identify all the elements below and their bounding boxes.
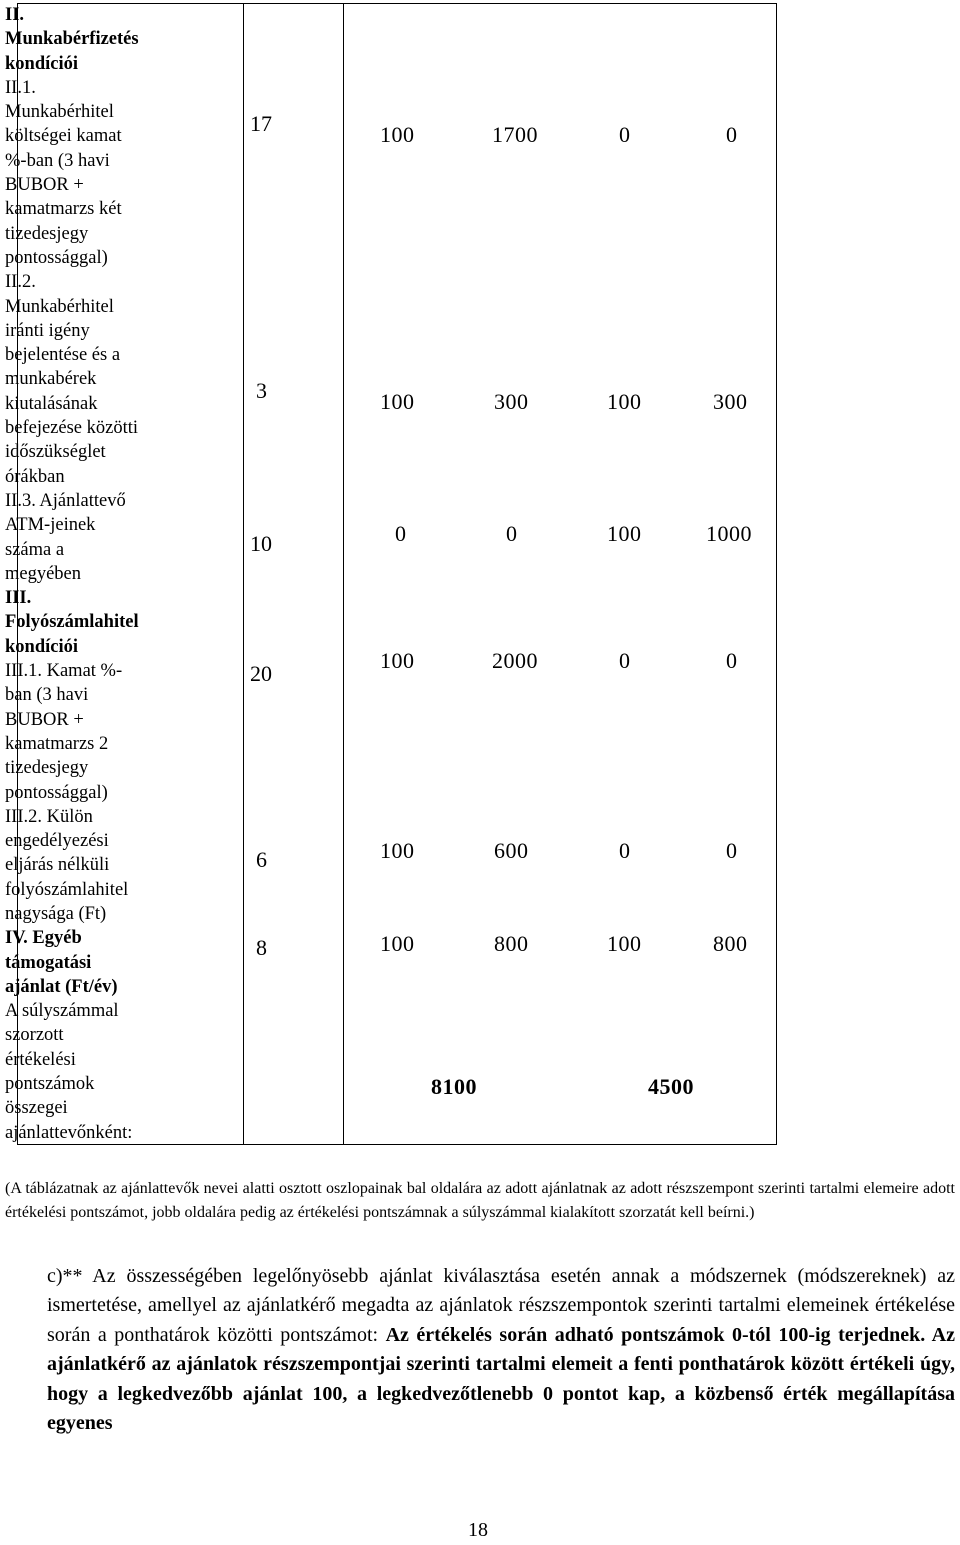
criteria-line: II.3. Ajánlattevő (5, 490, 126, 511)
criteria-line: órákban (5, 466, 65, 487)
score-cell: 0 (619, 838, 631, 863)
column-divider (243, 4, 244, 1144)
weight-cell: 20 (250, 661, 272, 686)
score-cell: 0 (395, 521, 407, 546)
criteria-line: értékelési (5, 1049, 76, 1070)
criteria-line: iránti igény (5, 320, 90, 341)
total-score: 8100 (431, 1074, 477, 1099)
score-cell: 0 (619, 648, 631, 673)
page-number: 18 (468, 1519, 488, 1541)
criteria-line: száma a (5, 539, 65, 560)
criteria-line: IV. Egyéb (5, 928, 82, 949)
criteria-line: folyószámlahitel (5, 879, 129, 900)
score-cell: 100 (380, 389, 415, 414)
table-note: (A táblázatnak az ajánlattevők nevei alatti osztott oszlopainak bal oldalára az adott ajánlatnak az adott részszempont szerinti tartalmi elemeire adott értékelési pontszámot, jobb oldalára pedig az értékelési pontszámnak a súlyszámmal kialakított szorzatát kell beírni.) (5, 1180, 955, 1221)
criteria-line: ajánlattevőnként: (5, 1122, 133, 1143)
score-cell: 800 (494, 931, 529, 956)
criteria-line: BUBOR + (5, 175, 84, 196)
criteria-line: engedélyezési (5, 831, 109, 852)
method-paragraph (47, 1262, 955, 1438)
criteria-line: kondíciói (5, 53, 78, 74)
score-cell: 2000 (492, 648, 538, 673)
criteria-line: kiutalásának (5, 393, 98, 414)
score-cell: 300 (713, 389, 748, 414)
score-cell: 1000 (706, 521, 752, 546)
criteria-line: Munkabérhitel (5, 296, 114, 317)
criteria-line: II.1. (5, 77, 36, 98)
criteria-line: munkabérek (5, 369, 97, 390)
criteria-line: pontszámok (5, 1074, 95, 1095)
criteria-line: II.2. (5, 272, 36, 293)
criteria-line: BUBOR + (5, 709, 84, 730)
weight-cell: 17 (250, 111, 272, 136)
criteria-line: befejezése közötti (5, 418, 139, 439)
paragraph-bold-text: Az értékelés során adható pontszámok 0-tól 100-ig terjednek. Az ajánlatkérő az ajánlatok részszempontjai szerinti tartalmi elemeit a fenti ponthatárok között értékeli úgy, hogy a legkedvezőbb ajánlat 100, a legkedvezőtlenebb 0 pontot kap, a közbenső érték megállapítása egyenes (47, 1323, 956, 1435)
paragraph-text: c)** Az összességében legelőnyösebb ajánlat kiválasztása esetén annak a módszernek (módszereknek) az ismertetése, amellyel az ajánlatkérő megadta az ajánlatok részszempontok szerinti tartalmi elemeinek értékelése során a ponthatárok közötti pontszámot: (47, 1265, 955, 1346)
score-cell: 100 (607, 389, 642, 414)
criteria-line: szorzott (5, 1025, 64, 1046)
weight-cell: 6 (256, 847, 267, 872)
score-cell: 800 (713, 931, 748, 956)
total-score: 4500 (648, 1074, 694, 1099)
criteria-line: kamatmarzs 2 (5, 733, 109, 754)
criteria-line: Folyószámlahitel (5, 612, 139, 633)
criteria-line: ban (3 havi (5, 685, 89, 706)
criteria-line: ATM-jeinek (5, 515, 96, 536)
score-cell: 100 (380, 838, 415, 863)
criteria-line: eljárás nélküli (5, 855, 110, 876)
score-cell: 0 (726, 648, 738, 673)
score-cell: 300 (494, 389, 529, 414)
criteria-line: III.1. Kamat %- (5, 661, 123, 682)
criteria-line: bejelentése és a (5, 345, 121, 366)
criteria-line: II. (5, 5, 25, 25)
weight-cell: 8 (256, 935, 267, 960)
score-cell: 0 (619, 122, 631, 147)
score-cell: 1700 (492, 122, 538, 147)
weight-cell: 3 (256, 378, 267, 403)
criteria-line: ajánlat (Ft/év) (5, 976, 118, 997)
criteria-line: Munkabérfizetés (5, 29, 139, 50)
score-cell: 0 (726, 838, 738, 863)
criteria-line: kondíciói (5, 636, 78, 657)
criteria-line: Munkabérhitel (5, 102, 114, 123)
score-cell: 100 (380, 648, 415, 673)
score-cell: 100 (607, 521, 642, 546)
weight-cell: 10 (250, 531, 272, 556)
score-cell: 100 (380, 931, 415, 956)
criteria-line: A súlyszámmal (5, 1001, 119, 1022)
score-cell: 600 (494, 838, 529, 863)
score-cell: 0 (506, 521, 518, 546)
criteria-line: pontossággal) (5, 782, 108, 803)
column-divider (343, 4, 344, 1144)
criteria-line: összegei (5, 1098, 68, 1119)
criteria-line: támogatási (5, 952, 92, 973)
score-cell: 0 (726, 122, 738, 147)
criteria-line: nagysága (Ft) (5, 903, 107, 924)
criteria-line: időszükséglet (5, 442, 106, 463)
score-cell: 100 (380, 122, 415, 147)
criteria-line: tizedesjegy (5, 223, 89, 244)
criteria-line: III.2. Külön (5, 806, 93, 827)
criteria-line: III. (5, 588, 32, 609)
criteria-line: költségei kamat (5, 126, 122, 147)
criteria-line: megyében (5, 563, 82, 584)
criteria-line: %-ban (3 havi (5, 150, 110, 171)
criteria-column (5, 3, 180, 1145)
criteria-line: tizedesjegy (5, 758, 89, 779)
criteria-line: kamatmarzs két (5, 199, 122, 220)
criteria-line: pontossággal) (5, 247, 108, 268)
score-cell: 100 (607, 931, 642, 956)
